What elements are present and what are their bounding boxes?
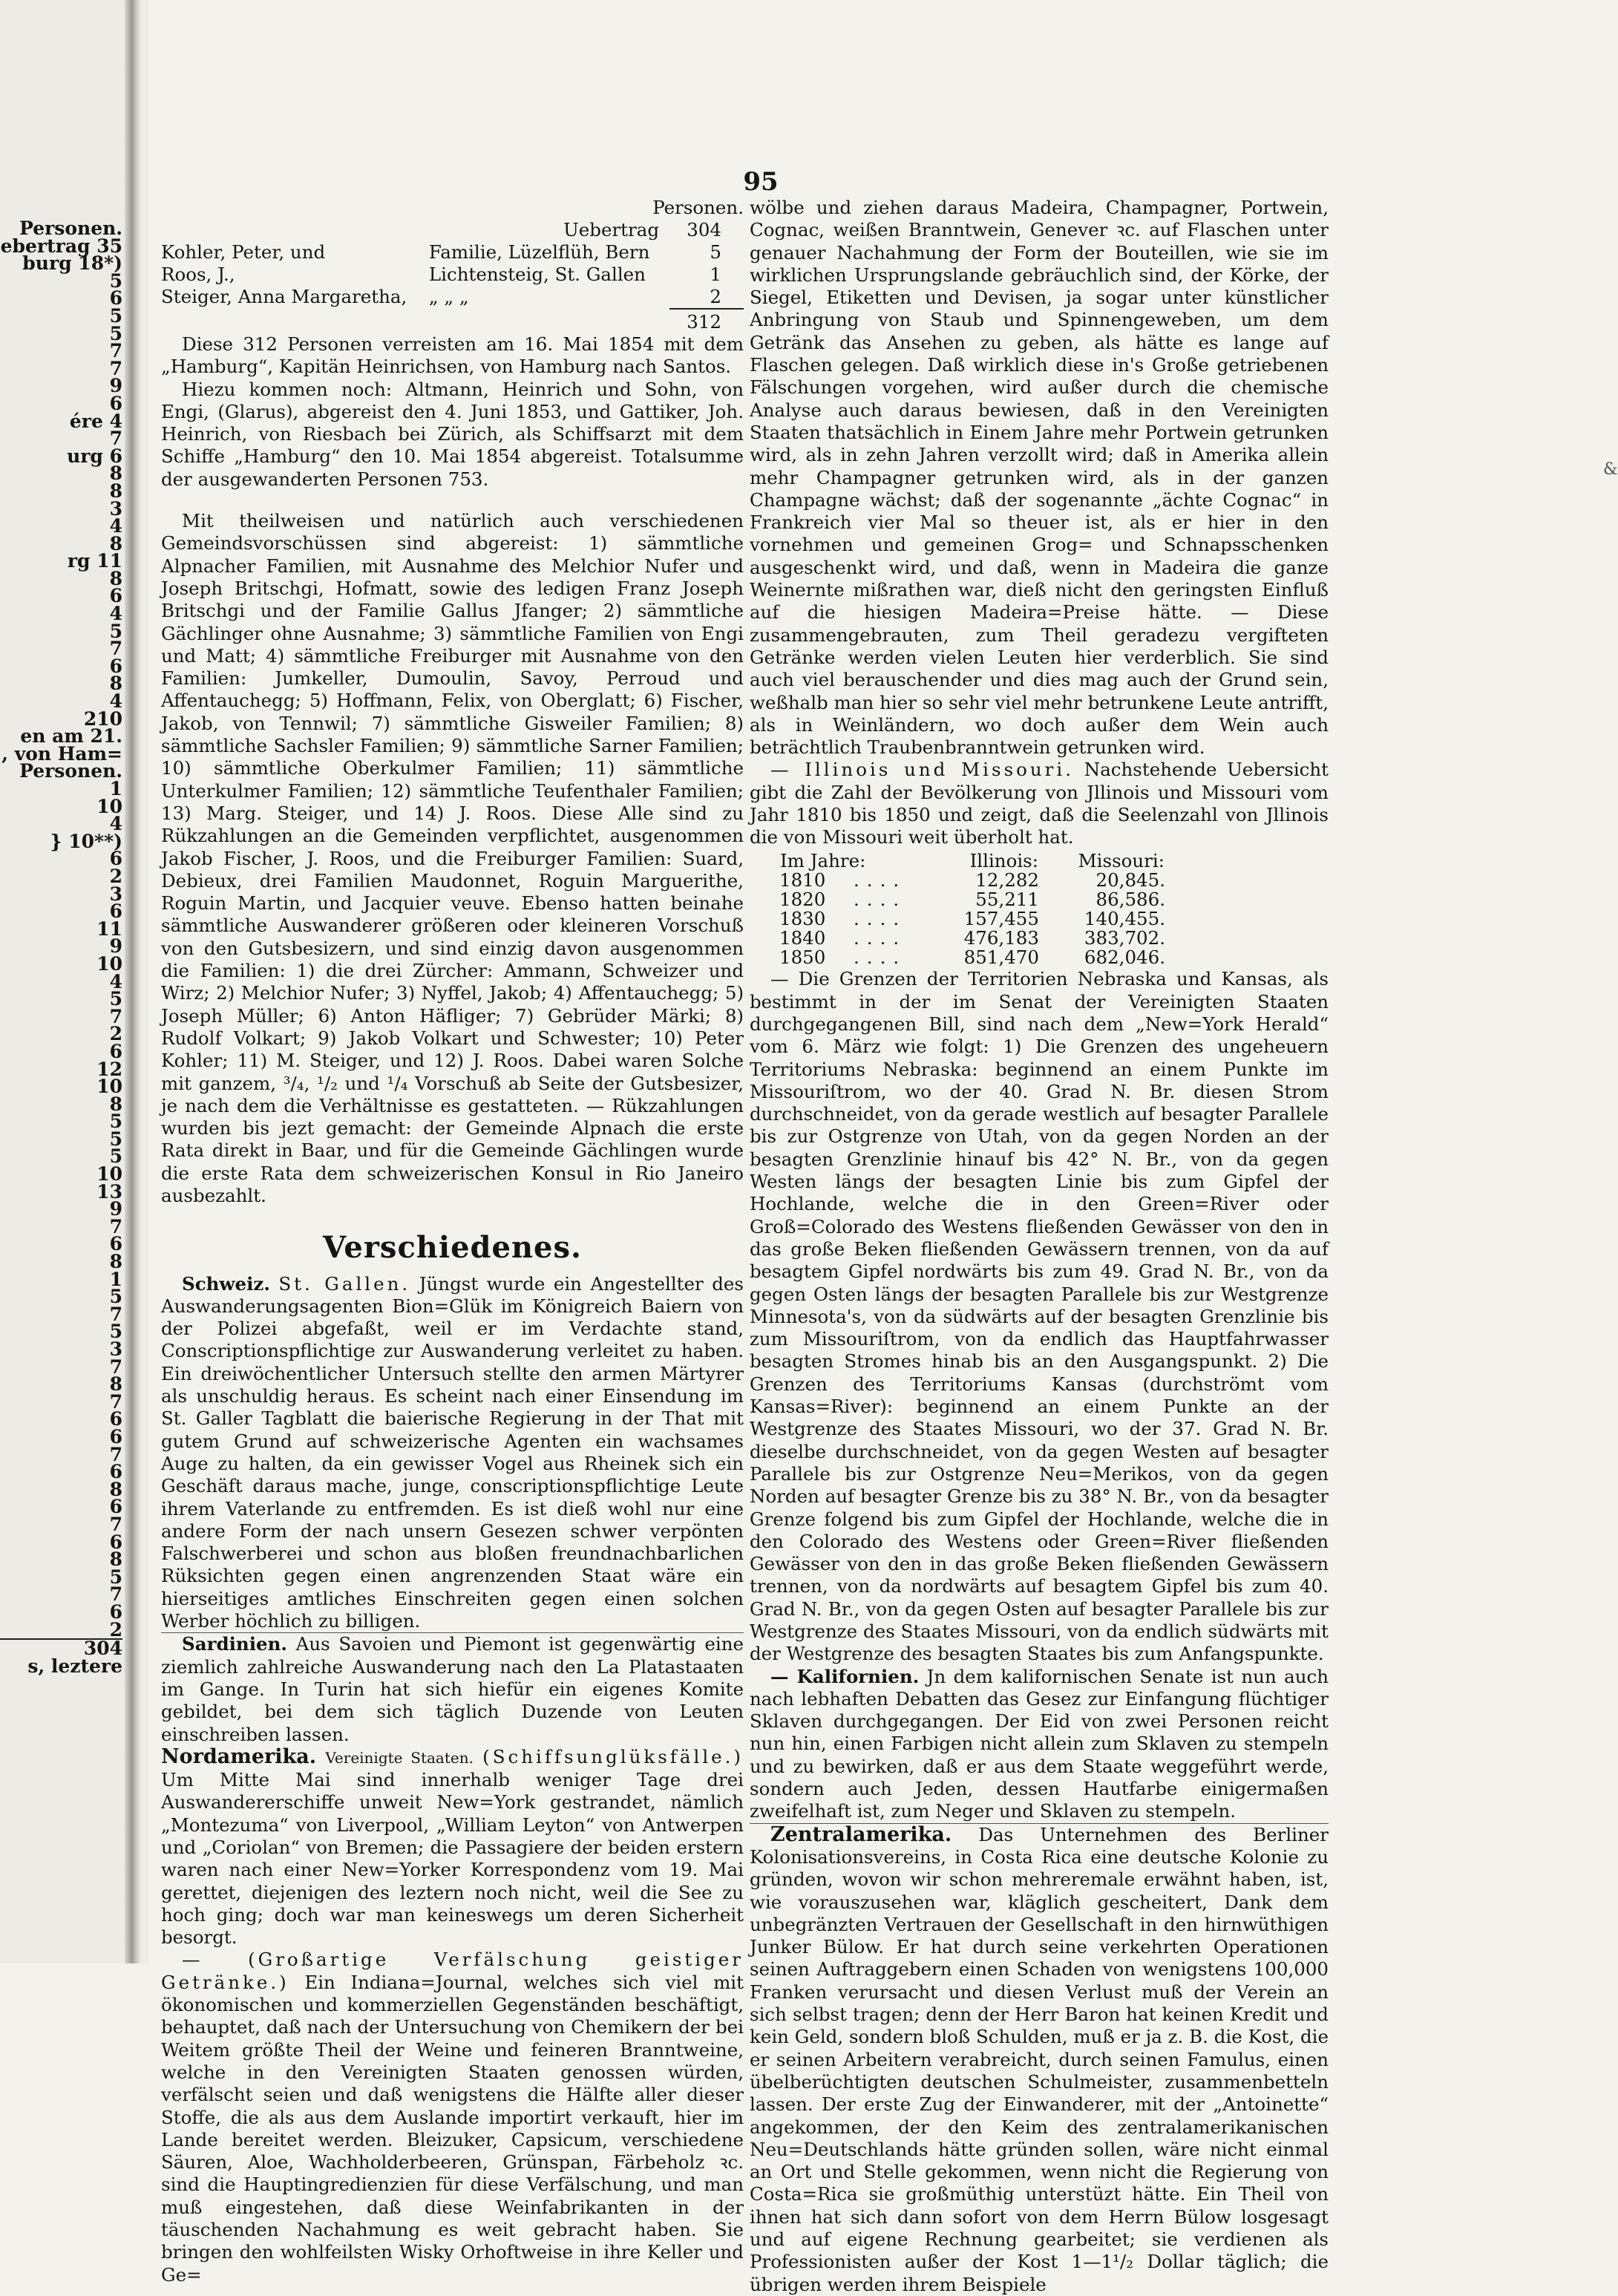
strip-line: 6 bbox=[109, 1425, 122, 1448]
missouri-cell: 20,845. bbox=[1095, 869, 1165, 892]
table-row: 1840 .... 476,183 383,702. bbox=[779, 926, 1165, 949]
strip-line: 5 bbox=[109, 988, 122, 1010]
table-row: 1850 .... 851,470 682,046. bbox=[779, 946, 1165, 968]
article-zentralamerika bbox=[750, 1824, 1329, 2296]
paragraph-additions: Hiezu kommen noch: Altmann, Heinrich und Sohn, von Engi, (Glarus), abgereist den 4. Juni 1853, und Gattiker, Joh. Heinrich, von Riesbach bei Zürich, als Schiffsarzt mit dem Schiffe „Hamburg“ den 10. Mai 1854 abgereist. Totalsumme der ausgewanderten Personen 753. bbox=[161, 378, 744, 490]
strip-line: 7 bbox=[109, 1443, 122, 1465]
article-text: Aus Savoien und Piemont ist gegenwärtig eine ziemlich zahlreiche Auswanderung nach den La Platastaaten im Gange. In Turin hat sich hiefür ein eigenes Komite gebildet, bei dem sich täglich Duzende von Leuten einschreiben lassen. bbox=[161, 1633, 744, 1745]
person-detail: Lichtensteig, St. Gallen bbox=[428, 264, 646, 285]
page-fold-shadow bbox=[125, 0, 141, 1963]
strip-line: 8 bbox=[109, 673, 122, 695]
strip-line: ebertrag 35 bbox=[0, 235, 122, 257]
illinois-cell: 851,470 bbox=[963, 946, 1039, 968]
paragraph-departure: Diese 312 Personen verreisten am 16. Mai 1854 mit dem „Hamburg“, Kapitän Heinrichsen, von Hamburg nach Santos. bbox=[161, 333, 744, 378]
missouri-cell: 682,046. bbox=[1084, 946, 1165, 968]
article-heading: Nordamerika. bbox=[161, 1744, 317, 1768]
strip-line: 5 bbox=[109, 620, 122, 642]
article-emphasis: — (Großartige Verfälschung geistiger Getränke.) bbox=[161, 1949, 744, 1993]
strip-line: 8 bbox=[109, 1251, 122, 1273]
strip-line: 7 bbox=[109, 1513, 122, 1535]
strip-line: 10 bbox=[96, 952, 122, 975]
previous-page-count-column bbox=[0, 220, 122, 1675]
missouri-cell: 383,702. bbox=[1084, 926, 1165, 949]
strip-line: 5 bbox=[109, 1145, 122, 1168]
strip-line: 5 bbox=[109, 322, 122, 344]
table-row bbox=[161, 286, 744, 309]
strip-line: 2 bbox=[109, 865, 122, 887]
carry-label: Uebertrag bbox=[563, 219, 659, 241]
strip-line: 8 bbox=[109, 480, 122, 502]
article-heading: Schweiz. bbox=[182, 1272, 270, 1295]
strip-line: 4 bbox=[109, 690, 122, 713]
strip-line: 10 bbox=[96, 1163, 122, 1185]
strip-line: 7 bbox=[109, 340, 122, 362]
person-name: Roos, J., bbox=[161, 264, 235, 285]
strip-line: burg 18*) bbox=[22, 252, 122, 275]
strip-line: urg 6 bbox=[67, 445, 122, 467]
strip-line: 4 bbox=[109, 515, 122, 537]
person-name: Steiger, Anna Margaretha, bbox=[161, 286, 407, 307]
table-row bbox=[161, 241, 744, 264]
strip-line: 6 bbox=[109, 585, 122, 607]
person-name: Kohler, Peter, und bbox=[161, 241, 326, 263]
strip-line: 3 bbox=[109, 1338, 122, 1360]
strip-line: } 10**) bbox=[50, 830, 122, 852]
strip-line: 7 bbox=[109, 1355, 122, 1378]
strip-line: , von Ham= bbox=[1, 742, 122, 765]
column-header-illinois: Illinois: bbox=[969, 849, 1038, 871]
strip-line: 6 bbox=[109, 1600, 122, 1623]
person-detail: „ „ „ bbox=[428, 286, 469, 307]
strip-line: rg 11 bbox=[67, 550, 122, 572]
strip-line: 8 bbox=[109, 532, 122, 555]
year-cell: 1810 bbox=[779, 869, 826, 892]
article-emphasis: — Illinois und Missouri. bbox=[770, 759, 1075, 781]
table-row: 1830 .... 157,455 140,455. bbox=[779, 908, 1165, 929]
strip-line: 6 bbox=[109, 655, 122, 677]
strip-line: 6 bbox=[109, 1040, 122, 1062]
strip-line: 5 bbox=[109, 1111, 122, 1133]
article-subheading: Vereinigte Staaten. bbox=[325, 1748, 474, 1767]
strip-line: 6 bbox=[109, 392, 122, 414]
article-kalifornien bbox=[750, 1666, 1329, 1823]
section-title: Verschiedenes. bbox=[323, 1230, 582, 1266]
strip-line: 8 bbox=[109, 1478, 122, 1500]
strip-line: 12 bbox=[96, 1058, 122, 1080]
article-text: Ein Indiana=Journal, welches sich viel mit ökonomischen und kommerziellen Gegenständen beschäftigt, behauptet, daß nach der Untersuchung von Chemikern der bei Weitem größte Theil der Weine und feineren Branntweine, welche in den Vereinigten Staaten genossen würden, verfälscht seien und daß wenigstens die Hälfte aller dieser Stoffe, die als aus dem Auslande importirt verkauft, hier im Lande bereitet werden. Bleizuker, Capsicum, verschiedene Säuren, Aloe, Wachholderbeeren, Grünspan, Färbeholz ꝛc. sind die Hauptingredienzien für diese Verfälschung, und man muß eingestehen, daß diese Weinfabrikanten in der täuschenden Nachahmung es weit gebracht haben. Sie bringen den wohlfeilsten Wisky Orhoftweise in ihre Keller und Ge= bbox=[161, 1971, 744, 2286]
strip-line: 13 bbox=[96, 1180, 122, 1203]
article-text: Nachstehende Uebersicht gibt die Zahl der Bevölkerung von Jllinois und Missouri vom Jahr 1810 bis 1850 und zeigt, daß die Seelenzahl von Jllinois die von Missouri weit überholt hat. bbox=[750, 759, 1329, 848]
year-cell: 1840 bbox=[779, 926, 826, 949]
left-column bbox=[161, 197, 744, 2286]
table-row: 1820 .... 55,211 86,586. bbox=[779, 889, 1165, 911]
right-column bbox=[750, 197, 1329, 2296]
strip-line: 8 bbox=[109, 462, 122, 485]
illinois-cell: 12,282 bbox=[975, 869, 1039, 892]
person-count: 5 bbox=[710, 241, 721, 263]
margin-mark: & bbox=[1603, 460, 1618, 479]
article-emphasis: (Schiffsunglüksfälle.) bbox=[482, 1745, 744, 1767]
strip-line: 10 bbox=[96, 795, 122, 817]
persons-total: 312 bbox=[669, 309, 744, 333]
previous-page-strip bbox=[0, 0, 148, 1963]
strip-line: 1 bbox=[109, 1268, 122, 1290]
illinois-cell: 157,455 bbox=[963, 908, 1039, 929]
strip-line: 7 bbox=[109, 357, 122, 379]
table-row bbox=[161, 264, 744, 286]
article-heading: Sardinien. bbox=[182, 1633, 287, 1655]
strip-line: ére 4 bbox=[69, 410, 122, 432]
strip-line: 7 bbox=[109, 1005, 122, 1027]
article-text: Jn dem kalifornischen Senate ist nun auch nach lebhaften Debatten das Gesez zur Einfangung flüchtiger Sklaven durchgegangen. Der Eid von zwei Personen reicht nun hin, einen Farbigen nicht allein zum Sklaven zu stempeln und zu bewirken, daß er aus dem Staate weggeführt werde, sondern auch Jeden, dessen Hautfarbe einigermaßen zweifelhaft ist, zum Neger und Sklaven zu stempeln. bbox=[750, 1665, 1329, 1822]
article-sardinien bbox=[161, 1633, 744, 1745]
strip-line: 4 bbox=[109, 970, 122, 992]
column-header-missouri: Missouri: bbox=[1078, 849, 1165, 871]
illinois-cell: 476,183 bbox=[963, 926, 1039, 949]
strip-line: 10 bbox=[96, 1076, 122, 1098]
table-row: 1810 .... 12,282 20,845. bbox=[779, 869, 1165, 892]
strip-line: 4 bbox=[109, 813, 122, 835]
strip-line: 6 bbox=[109, 1408, 122, 1430]
strip-note: s, leztere bbox=[27, 1655, 122, 1677]
strip-line: 7 bbox=[109, 1390, 122, 1413]
strip-line: 5 bbox=[109, 304, 122, 327]
strip-line: 8 bbox=[109, 1093, 122, 1115]
article-illinois bbox=[750, 759, 1329, 848]
newspaper-page bbox=[152, 0, 1618, 2295]
article-nordamerika bbox=[161, 1746, 744, 1949]
missouri-cell: 140,455. bbox=[1084, 908, 1165, 929]
article-text: Das Unternehmen des Berliner Kolonisationsvereins, in Costa Rica eine deutsche Kolonie zu gründen, wovon wir schon mehreremale erwähnt haben, ist, wie vorauszusehen war, kläglich gescheitert, Dank dem unbegränzten Vertrauen der Gesellschaft in den hirnwüthigen Junker Bülow. Er hat durch seine verkehrten Operationen seinen Auftraggebern einen Schaden von wenigstens 100,000 Franken verursacht und diesen Verlust muß der Verein an sich selbst tragen; denn der Herr Baron hat keinen Kredit und kein Geld, sondern bloß Schulden, muß er ja z. B. die Kost, die er seinen Arbeitern verabreicht, durch seinen Famulus, einen übelberüchtigten deutschen Schulmeister, zusammenbetteln lassen. Der erste Zug der Einwanderer, mit der „Antoinette“ angekommen, der den Keim des zentralamerikanischen Neu=Deutschlands hätte gründen sollen, wäre nicht einmal an Ort und Stelle gekommen, wenn nicht die Regierung von Costa=Rica sie großmüthig unterstüzt hätte. Ein Theil von ihnen hat sich dann sofort von dem Herrn Bülow losgesagt und auf eigene Rechnung gearbeitet; sie verdienen als Professionisten außer der Kost 1—1¹/₂ Dollar täglich; die übrigen werden ihrem Beispiele bbox=[750, 1823, 1329, 2295]
persons-header: Personen. bbox=[652, 197, 744, 218]
article-text: Jüngst wurde ein Angestellter des Auswanderungsagenten Bion=Glük im Königreich Baiern von der Polizei abgefaßt, weil er im Verdachte stand, Conscriptionspflichtige zur Auswanderung verleitet zu haben. Ein dreiwöchentlicher Untersuch stellte den armen Märtyrer als unschuldig heraus. Es scheint nach einer Einsendung im St. Galler Tagblatt die baierische Regierung in der That mit gutem Grund auf schweizerische Agenten ein wachsames Auge zu halten, da ein gewisser Vogel aus Rheinek sich ein Geschäft daraus mache, junge, conscriptionspflichtige Leute ihrem Vaterlande zu entfremden. Es ist dieß wohl nur eine andere Form der nach unsern Gesezen schwer verpönten Falschwerberei und schon aus bloßen freundnachbarlichen Rüksichten gegen einen angrenzenden Staat wäre ein hierseitiges amtliches Einschreiten gegen einen solchen Werber höchlich zu billigen. bbox=[161, 1272, 744, 1632]
page-number: 95 bbox=[743, 167, 779, 197]
strip-line: 6 bbox=[109, 900, 122, 923]
strip-line: 9 bbox=[109, 375, 122, 397]
article-heading: Zentralamerika. bbox=[770, 1822, 952, 1846]
strip-line: 1 bbox=[109, 778, 122, 799]
column-header-year: Im Jahre: bbox=[780, 849, 866, 871]
strip-line: 6 bbox=[109, 1461, 122, 1483]
year-cell: 1820 bbox=[779, 889, 826, 911]
article-continuation: wölbe und ziehen daraus Madeira, Champagner, Portwein, Cognac, weißen Branntwein, Genever ꝛc. auf Flaschen unter genauer Nachahmung der Form der Bouteillen, wie sie im wirklichen Ursprungslande gebräuchlich sind, der Körke, der Siegel, Etiketten und Devisen, ja sogar unter künstlicher Anbringung von Staub und Spinnengeweben, um dem Getränk das Ansehen zu geben, als hätte es lange auf Flaschen gelegen. Daß wirklich diese in's Große getriebenen Fälschungen vorgehen, wird außer durch die chemische Analyse auch daraus bewiesen, daß in den Vereinigten Staaten thatsächlich in Einem Jahre mehr Portwein getrunken wird, als in zehn Jahren verzollt wird; daß in Amerika allein mehr Champagner getrunken wird, als in der ganzen Champagne wächst; daß der sogenannte „ächte Cognac“ in Frankreich vier Mal so theuer ist, als er hier in den vornehmen und gemeinen Grog= und Schnapsschenken ausgeschenkt wird, und daß, wenn in Madeira die ganze Weinernte mißrathen war, dieß nicht den geringsten Einfluß auf die hiesigen Madeira=Preise hätte. — Diese zusammengebrauten, zum Theil geradezu vergifteten Getränke werden vielen Leuten hier verderblich. Sie sind auch viel berauschender und dies mag auch der Grund sein, weßhalb man hier so sehr viel mehr betrunkene Leute antrifft, als in Weinländern, wo doch außer dem Wein auch beträchtlich Traubenbranntwein getrunken wird. bbox=[750, 197, 1329, 759]
strip-line: 7 bbox=[109, 1583, 122, 1606]
strip-line: 4 bbox=[109, 603, 122, 625]
year-cell: 1830 bbox=[779, 908, 826, 929]
illinois-cell: 55,211 bbox=[975, 889, 1039, 911]
strip-line: 6 bbox=[109, 1531, 122, 1553]
strip-line: 8 bbox=[109, 1548, 122, 1571]
person-count: 1 bbox=[710, 264, 721, 285]
strip-line: 8 bbox=[109, 567, 122, 589]
strip-line: 7 bbox=[109, 428, 122, 450]
strip-line: 5 bbox=[109, 1566, 122, 1588]
article-schweiz bbox=[161, 1273, 744, 1633]
strip-line: 3 bbox=[109, 497, 122, 520]
strip-line: en am 21. bbox=[20, 725, 122, 748]
population-table bbox=[779, 851, 1165, 967]
paragraph-advances: Mit theilweisen und natürlich auch verschiedenen Gemeindsvorschüssen sind abgereist: 1) sämmtliche Alpnacher Familien, mit Ausnahme des Melchior Nufer und Joseph Britschgi, Hofmatt, sowie des ledigen Franz Joseph Britschgi und der Familie Gallus Jfanger; 2) sämmtliche Gächlinger ohne Ausnahme; 3) sämmtliche Familien von Engi und Matt; 4) sämmtliche Freiburger mit Ausnahme von den Familien: Jumkeller, Dumoulin, Savoy, Perroud und Affentauchegg; 5) Hoffmann, Felix, von Oberglatt; 6) Fischer, Jakob, von Tennwil; 7) sämmtliche Gisweiler Familien; 8) sämmtliche Sachsler Familien; 9) sämmtliche Sarner Familien; 10) sämmtliche Oberkulmer Familien; 11) sämmtliche Unterkulmer Familien; 12) sämmtliche Teufenthaler Familien; 13) Marg. Steiger, und 14) J. Roos. Diese Alle sind zu Rükzahlungen an die Gemeinden verpflichtet, ausgenommen Jakob Fischer, J. Roos, und die Freiburger Familien: Suard, Debieux, drei Familien Maudonnet, Roguin Marguerithe, Roguin Martin, und Jacquier veuve. Ebenso hatten beinahe sämmtliche Auswanderer größeren oder kleineren Vorschuß von den Gutsbesizern, und sind einzig davon ausgenommen die Familien: 1) die drei Zürcher: Ammann, Schweizer und Wirz; 2) Melchior Nufer; 3) Nyffel, Jakob; 4) Affentauchegg; 5) Joseph Müller; 6) Anton Häfliger; 7) Gebrüder Märki; 8) Rudolf Volkart; 9) Jakob Volkart und Schwester; 10) Peter Kohler; 11) M. Steiger, und 12) J. Roos. Dabei waren Solche mit ganzem, ³/₄, ¹/₂ und ¹/₄ Vorschuß ab Seite der Gutsbesizer, je nach dem die Verhältnisse es gestatteten. — Rükzahlungen wurden bis jezt gemacht: der Gemeinde Alpnach die erste Rata direkt in Baar, und für die Gemeinde Gächlingen wurde die erste Rata dem schweizerischen Konsul in Rio Janeiro ausbezahlt. bbox=[161, 510, 744, 1206]
article-nebraska-kansas: — Die Grenzen der Territorien Nebraska und Kansas, als bestimmt in der im Senat der Vereinigten Staaten durchgegangenen Bill, sind nach dem „New=York Herald“ vom 6. März wie folgt: 1) Die Grenzen des ungeheuern Territoriums Nebraska: beginnend an einem Punkte im Missouriſtrom, wo der 40. Grad N. Br. diesen Strom durchschneidet, von da gerade westlich auf besagter Parallele bis zur Ostgrenze von Utah, von da gegen Norden an der besagten Grenzlinie hinauf bis 42° N. Br., von da gegen Westen längs der besagten Linie bis zum Gipfel der Hochlande, welche die in den Green=River oder Groß=Colorado des Westens fließenden Gewässer von den in das große Beken fließenden Gewässern trennen, von da auf besagtem Gipfel nordwärts bis zum 49. Grad N. Br., von da gegen Osten längs der besagten Parallele bis zur Westgrenze Minnesota's, von da südwärts auf der besagten Grenzlinie bis zum Missouriſtrom, von da endlich das Hauptfahrwasser besagten Stromes hinab bis an den Ausgangspunkt. 2) Die Grenzen des Territoriums Kansas (durchströmt vom Kansas=River): beginnend an einem Punkte an der Westgrenze des Staates Missouri, wo der 37. Grad N. Br. dieselbe durchschneidet, von da gegen Westen auf besagter Parallele bis zur Ostgrenze Neu=Merikos, von da gegen Norden auf besagter Grenze bis zu 38° N. Br., von da besagter Grenze folgend bis zum Gipfel der Hochlande, welche die in den Colorado des Westens oder Green=River fließenden Gewässer von den in das große Beken fließenden Gewässern trennen, von da nordwärts auf besagtem Gipfel bis zum 40. Grad N. Br., von da gegen Osten auf besagter Parallele bis zur Westgrenze des Staates Missouri, von da endlich südwärts mit der Westgrenze des besagten Staates bis zum Anfangspunkte. bbox=[750, 968, 1329, 1665]
strip-line: 7 bbox=[109, 1303, 122, 1325]
article-heading: — Kalifornien. bbox=[770, 1665, 920, 1687]
strip-line: 7 bbox=[109, 638, 122, 660]
strip-line: 5 bbox=[109, 269, 122, 292]
strip-line: 6 bbox=[109, 848, 122, 870]
article-place: St. Gallen. bbox=[278, 1272, 411, 1295]
strip-line: 8 bbox=[109, 1373, 122, 1396]
carry-value: 304 bbox=[687, 219, 721, 241]
strip-line: 2 bbox=[109, 1023, 122, 1045]
strip-line: 9 bbox=[109, 1198, 122, 1220]
strip-line: 7 bbox=[109, 1215, 122, 1237]
missouri-cell: 86,586. bbox=[1095, 889, 1165, 911]
strip-line: 6 bbox=[109, 1496, 122, 1518]
person-count: 2 bbox=[710, 286, 721, 307]
strip-total: 304 bbox=[0, 1638, 122, 1658]
strip-line: 5 bbox=[109, 1286, 122, 1308]
strip-line: 3 bbox=[109, 883, 122, 905]
article-verfaelschung bbox=[161, 1949, 744, 2286]
strip-line: 210 bbox=[83, 707, 122, 730]
strip-line: 9 bbox=[109, 935, 122, 958]
persons-table bbox=[161, 197, 744, 333]
strip-line: 11 bbox=[96, 918, 122, 940]
strip-line: Personen. bbox=[19, 218, 122, 239]
strip-line: 5 bbox=[109, 1128, 122, 1150]
strip-line: 6 bbox=[109, 1233, 122, 1255]
article-text: Um Mitte Mai sind innerhalb weniger Tage drei Auswandererschiffe unweit New=York gestrandet, nämlich „Montezuma“ von Liverpool, „William Leyton“ von Antwerpen und „Coriolan“ von Bremen; die Passagiere der beiden erstern waren nach einer New=Yorker Korrespondenz vom 19. Mai gerettet, diejenigen des leztern noch nicht, weil die See zu hoch ging; doch war man keineswegs um deren Sicherheit besorgt. bbox=[161, 1769, 744, 1949]
year-cell: 1850 bbox=[779, 946, 826, 968]
strip-line: 2 bbox=[109, 1618, 122, 1641]
person-detail: Familie, Lüzelflüh, Bern bbox=[428, 241, 650, 263]
strip-line: Personen. bbox=[19, 760, 122, 782]
strip-line: 6 bbox=[109, 287, 122, 310]
strip-line: 5 bbox=[109, 1321, 122, 1343]
